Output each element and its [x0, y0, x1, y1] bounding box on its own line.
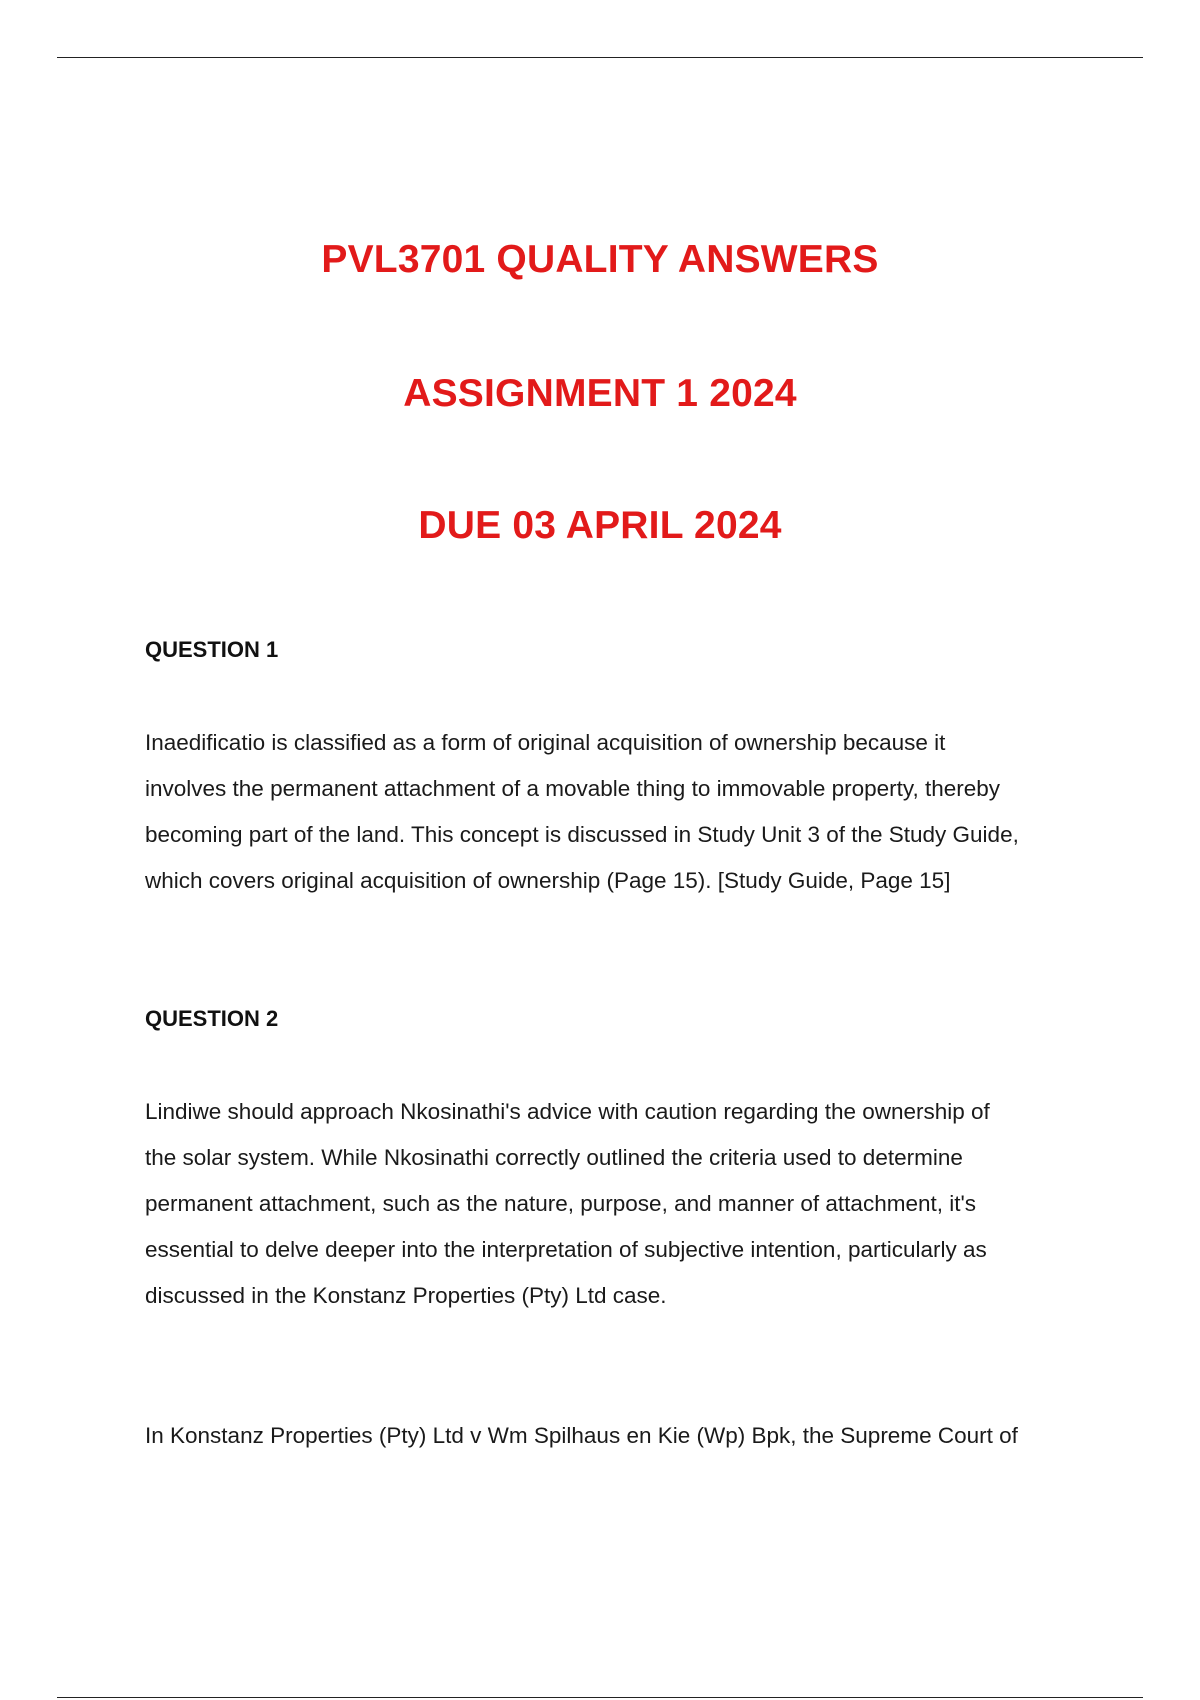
document-title: PVL3701 QUALITY ANSWERS [321, 238, 879, 281]
answer-line: permanent attachment, such as the nature, purpose, and manner of attachment, it's [145, 1191, 977, 1216]
question-2-continuation [145, 1413, 1095, 1459]
answer-line: which covers original acquisition of ownership (Page 15). [Study Guide, Page 15] [145, 868, 951, 893]
question-2-heading: QUESTION 2 [145, 1006, 279, 1031]
answer-line: involves the permanent attachment of a movable thing to immovable property, thereby [145, 776, 1001, 801]
question-1-heading: QUESTION 1 [145, 637, 279, 662]
answer-line: Inaedificatio is classified as a form of original acquisition of ownership because it [145, 730, 946, 755]
question-1-answer [145, 720, 1095, 904]
due-date: DUE 03 APRIL 2024 [418, 504, 782, 547]
bottom-rule [57, 1697, 1143, 1698]
answer-line: essential to delve deeper into the interpretation of subjective intention, particularly as [145, 1237, 987, 1262]
answer-line: becoming part of the land. This concept is discussed in Study Unit 3 of the Study Guide, [145, 822, 1019, 847]
answer-line: the solar system. While Nkosinathi correctly outlined the criteria used to determine [145, 1145, 963, 1170]
assignment-label: ASSIGNMENT 1 2024 [403, 372, 797, 415]
answer-line: In Konstanz Properties (Pty) Ltd v Wm Spilhaus en Kie (Wp) Bpk, the Supreme Court of [145, 1423, 1018, 1448]
answer-line: discussed in the Konstanz Properties (Pty) Ltd case. [145, 1283, 667, 1308]
top-rule [57, 57, 1143, 58]
question-2-answer [145, 1089, 1095, 1319]
answer-line: Lindiwe should approach Nkosinathi's advice with caution regarding the ownership of [145, 1099, 990, 1124]
